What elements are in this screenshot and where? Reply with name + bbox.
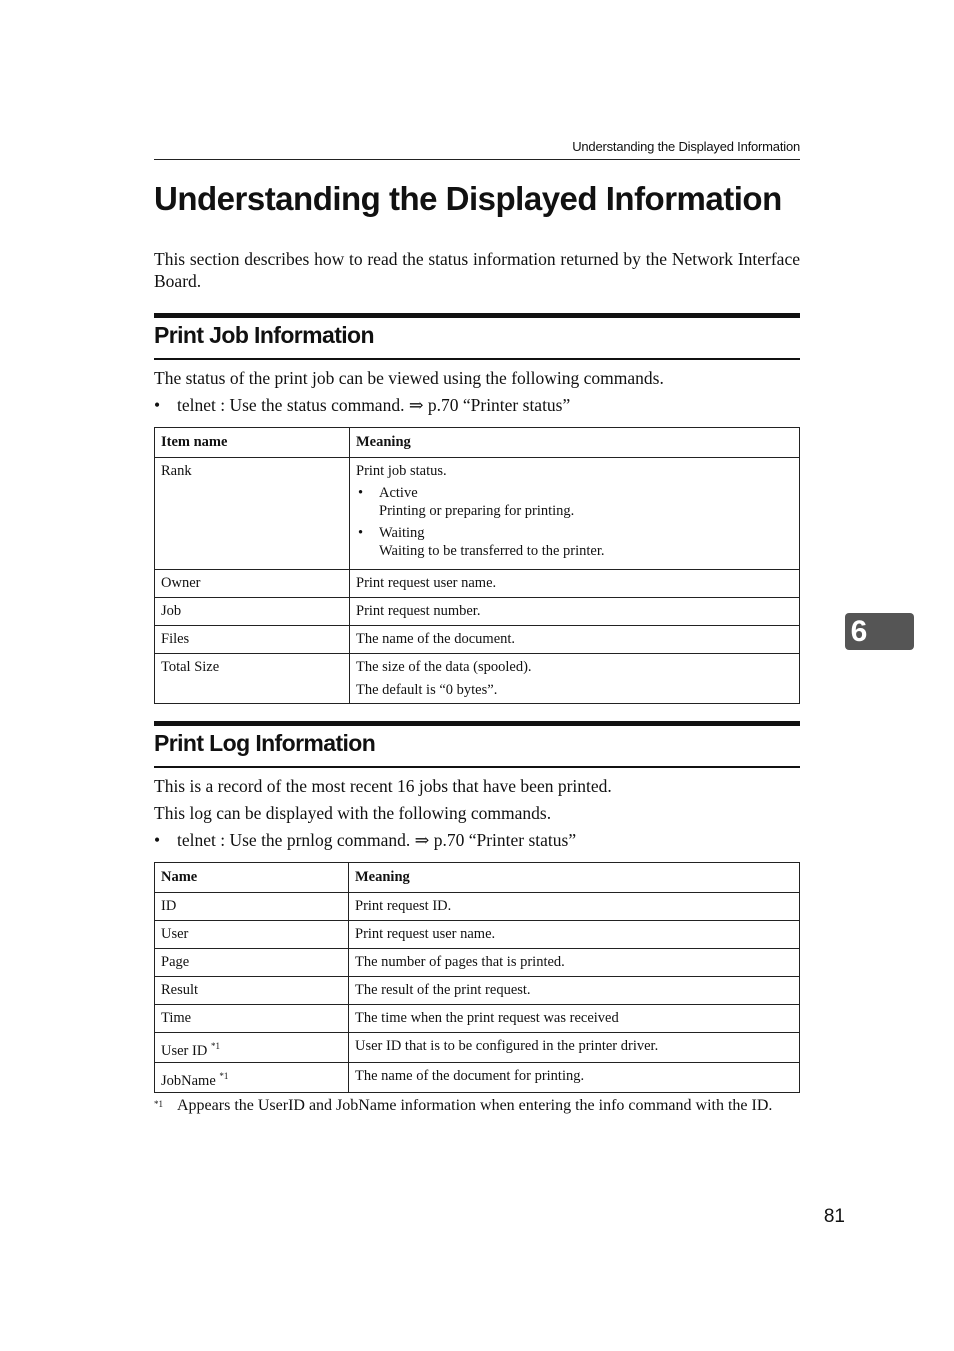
cell-name [155, 1063, 349, 1093]
table-row [155, 458, 800, 570]
chapter-number: 6 [850, 615, 868, 648]
cell-item-name: Owner [155, 570, 350, 598]
list-item [356, 524, 793, 560]
table-row [155, 570, 800, 598]
table-header-row [155, 428, 800, 458]
cell-meaning: The name of the document. [350, 626, 800, 654]
section-rule-bottom [154, 766, 800, 768]
print-job-table [154, 427, 800, 704]
column-header-meaning: Meaning [350, 428, 800, 458]
cell-name: Time [155, 1005, 349, 1033]
table-row [155, 1033, 800, 1063]
page-number: 81 [823, 1206, 845, 1227]
meaning-line: The size of the data (spooled). [356, 659, 532, 675]
column-header-name: Name [155, 863, 349, 893]
column-header-item-name: Item name [155, 428, 350, 458]
section-title-print-log: Print Log Information [154, 730, 376, 756]
footnote [154, 1098, 800, 1114]
table-row [155, 949, 800, 977]
cell-item-name: Rank [155, 458, 350, 570]
cell-name [155, 1033, 349, 1063]
cell-name: ID [155, 893, 349, 921]
table-row [155, 893, 800, 921]
cell-meaning: User ID that is to be configured in the printer driver. [349, 1033, 800, 1063]
print-log-description: This log can be displayed with the following commands. [154, 803, 552, 823]
cell-meaning: The number of pages that is printed. [349, 949, 800, 977]
cell-meaning: Print request user name. [349, 921, 800, 949]
print-log-bullet [154, 830, 800, 851]
section-rule-bottom [154, 358, 800, 360]
print-job-description: The status of the print job can be viewed using the following commands. [154, 368, 664, 388]
chapter-tab [845, 613, 914, 650]
header-rule [154, 159, 800, 160]
cell-meaning: Print request number. [350, 598, 800, 626]
table-row [155, 1005, 800, 1033]
print-log-command: telnet : Use the prnlog command. ⇒ p.70 “Printer status” [177, 830, 577, 850]
cell-name: Result [155, 977, 349, 1005]
table-row [155, 921, 800, 949]
bullet-icon: • [154, 395, 161, 415]
state-description: Waiting to be transferred to the printer. [379, 543, 605, 559]
cell-meaning: Print request ID. [349, 893, 800, 921]
table-row [155, 626, 800, 654]
list-item [356, 484, 793, 520]
page-title: Understanding the Displayed Information [154, 180, 782, 217]
name-text: JobName [161, 1073, 216, 1089]
rank-meaning-text: Print job status. [356, 463, 447, 479]
intro-paragraph: This section describes how to read the status information returned by the Network Interface Board. [154, 249, 800, 291]
cell-meaning: The result of the print request. [349, 977, 800, 1005]
running-head: Understanding the Displayed Information [572, 139, 800, 154]
cell-meaning: The time when the print request was received [349, 1005, 800, 1033]
name-text: User ID [161, 1043, 208, 1059]
print-log-table [154, 862, 800, 1093]
cell-item-name: Job [155, 598, 350, 626]
footnote-text: Appears the UserID and JobName information when entering the info command with the ID. [177, 1097, 773, 1114]
cell-meaning: Print request user name. [350, 570, 800, 598]
table-row [155, 654, 800, 704]
cell-meaning [350, 458, 800, 570]
section-title-print-job: Print Job Information [154, 322, 374, 348]
table-header-row [155, 863, 800, 893]
section-rule-top [154, 313, 800, 318]
footnote-ref: *1 [210, 1041, 220, 1051]
meaning-line: The default is “0 bytes”. [356, 682, 498, 698]
state-label: • Waiting [379, 525, 425, 541]
table-row [155, 598, 800, 626]
footnote-ref: *1 [219, 1071, 229, 1081]
print-job-command: telnet : Use the status command. ⇒ p.70 “Printer status” [177, 395, 571, 415]
cell-item-name: Total Size [155, 654, 350, 704]
print-job-bullet [154, 395, 800, 416]
cell-name: User [155, 921, 349, 949]
cell-item-name: Files [155, 626, 350, 654]
section-rule-top [154, 721, 800, 726]
print-log-description: This is a record of the most recent 16 jobs that have been printed. [154, 776, 612, 796]
cell-meaning: The name of the document for printing. [349, 1063, 800, 1093]
rank-states-list [356, 484, 793, 560]
state-description: Printing or preparing for printing. [379, 503, 575, 519]
cell-name: Page [155, 949, 349, 977]
column-header-meaning: Meaning [349, 863, 800, 893]
table-row [155, 1063, 800, 1093]
state-label: • Active [379, 485, 418, 501]
bullet-icon: • [154, 830, 161, 850]
cell-meaning [350, 654, 800, 704]
footnote-mark: *1 [154, 1099, 163, 1109]
table-row [155, 977, 800, 1005]
